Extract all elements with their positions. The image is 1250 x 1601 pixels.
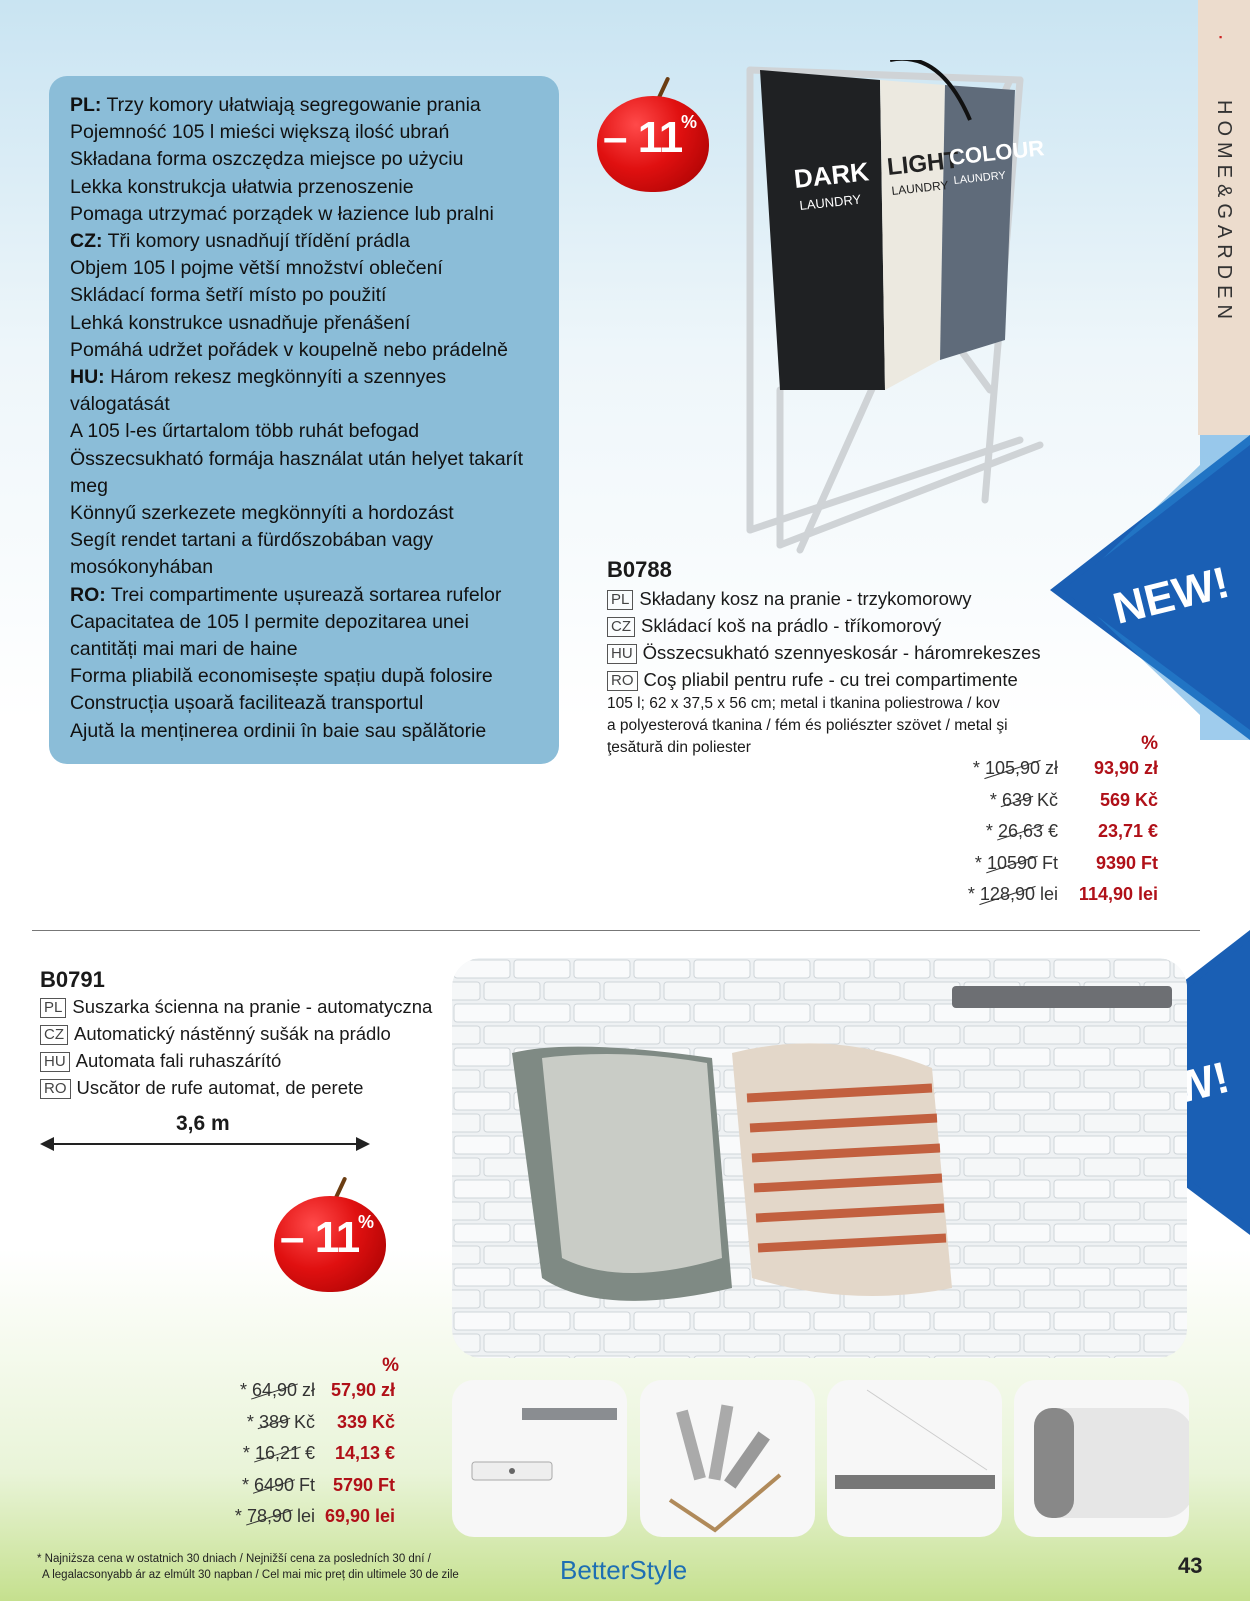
spec-line: 105 l; 62 x 37,5 x 56 cm; metal i tkanina poliestrowa / kov (607, 695, 1000, 712)
description-line (70, 255, 539, 282)
footnote-line: * Najniższa cena w ostatnich 30 dniach / Nejnižší cena za posledních 30 dní / (37, 1553, 431, 1565)
description-text: Pomáhá udržet pořádek v koupelně nebo prádelně (70, 338, 508, 361)
product-name-row (40, 1047, 432, 1074)
hamper-label-colour: COLOUR (947, 135, 1046, 170)
old-price: * 6490 Ft (241, 1474, 315, 1495)
product-names (607, 585, 1041, 693)
old-price: * 26,63 € (985, 821, 1058, 842)
old-price-unit: zł (1040, 758, 1058, 778)
product-names (40, 993, 432, 1101)
language-tag: RO (607, 671, 638, 691)
old-price-unit: Kč (1031, 789, 1058, 810)
description-text: Objem 105 l pojme větší množství oblečení (70, 257, 443, 280)
old-price-unit: lei (1034, 884, 1058, 905)
description-line (70, 718, 539, 745)
product-name-row (607, 639, 1041, 666)
description-line (70, 174, 539, 201)
language-tag: RO (40, 1079, 71, 1099)
description-text: Skládací forma šetří místo po použití (70, 284, 387, 307)
old-price-unit: € (299, 1443, 315, 1464)
old-price-unit: zł (297, 1380, 315, 1400)
language-tag: PL (607, 590, 633, 610)
discount-badge (597, 90, 709, 192)
old-price-value: 389 (258, 1411, 289, 1432)
description-line (70, 446, 539, 473)
hamper-label-colour-sub: LAUNDRY (953, 169, 1007, 187)
new-price: 9390 Ft (1095, 852, 1158, 873)
product-code: B0788 (607, 557, 672, 582)
section-divider (32, 930, 1200, 931)
product-name-row (607, 666, 1041, 693)
language-code: HU: (70, 366, 105, 389)
color-dots-icon: ▪ (1219, 32, 1223, 42)
new-badge (1050, 435, 1250, 740)
new-price: 339 Kč (336, 1411, 395, 1432)
description-line (70, 554, 539, 581)
description-text: Forma pliabilă economisește spațiu după folosire (70, 665, 493, 688)
product-name: Automatický nástěnný sušák na prádlo (74, 1023, 391, 1044)
product-name: Coş pliabil pentru rufe - cu trei compartimente (643, 669, 1018, 690)
language-code: RO: (70, 583, 106, 606)
old-price: * 78,90 lei (234, 1506, 315, 1527)
old-price: * 105,90 zł (972, 758, 1058, 778)
old-price-value: 10590 (986, 852, 1037, 873)
description-line (70, 473, 539, 500)
description-text: Három rekesz megkönnyíti a szennyes (104, 366, 447, 389)
description-line (70, 500, 539, 527)
brand-logo: BetterStyle (560, 1555, 688, 1585)
hamper-label-light-sub: LAUNDRY (890, 178, 950, 198)
description-text: cantități mai mari de haine (70, 638, 298, 661)
language-tag: CZ (607, 617, 635, 637)
product-name: Automata fali ruhaszárító (75, 1050, 282, 1071)
old-price-unit: Ft (294, 1474, 315, 1495)
description-text: Összecsukható formája használat után helyet takarít (70, 447, 524, 470)
product-name-row (607, 585, 1041, 612)
thumbnail-screws-dowels (640, 1380, 815, 1537)
discount-value: – 11 (280, 1213, 360, 1262)
product-specification (607, 693, 1008, 759)
discount-badge (274, 1190, 386, 1292)
description-line (70, 609, 539, 636)
new-price: 93,90 zł (1093, 758, 1158, 778)
product-name: Skládací koš na prádlo - tříkomorový (641, 615, 942, 636)
description-text: Pojemność 105 l mieści większą ilość ubrań (70, 121, 450, 144)
thumbnail-dryer-cassette (1014, 1380, 1189, 1537)
old-price-unit: lei (291, 1506, 315, 1527)
footnote-line: A legalacsonyabb ár az elmúlt 30 napban / Cel mai mic preț din ultimele 30 de zile (42, 1569, 459, 1581)
new-price: 569 Kč (1099, 789, 1158, 810)
description-line (70, 119, 539, 146)
spec-line: a polyesterová tkanina / fém és poliészter szövet / metal şi (607, 717, 1008, 734)
old-price: * 389 Kč (246, 1411, 315, 1432)
description-line (70, 201, 539, 228)
old-price: * 64,90 zł (239, 1380, 315, 1400)
product-name-row (40, 1074, 432, 1101)
discount-percent-header: % (1141, 733, 1158, 754)
description-text: Trzy komory ułatwiają segregowanie prania (101, 94, 481, 116)
new-price: 69,90 lei (324, 1506, 395, 1527)
description-line (70, 690, 539, 717)
new-badge-text: NEW! (1108, 557, 1235, 634)
price-table (205, 1355, 405, 1535)
category-side-tab (1198, 0, 1250, 435)
description-line (70, 337, 539, 364)
product-name: Suszarka ścienna na pranie - automatyczna (72, 996, 433, 1017)
language-tag: HU (607, 644, 637, 664)
old-price-value: 78,90 (246, 1506, 292, 1527)
product-name-row (40, 993, 432, 1020)
price-footnote (37, 1551, 459, 1583)
description-text: mosókonyhában (70, 556, 214, 579)
description-line (70, 310, 539, 337)
language-tag: CZ (40, 1025, 68, 1045)
language-tag: PL (40, 998, 66, 1018)
description-text: Trei compartimente ușurează sortarea rufelor (105, 583, 502, 606)
product-name-row (607, 612, 1041, 639)
page-number: 43 (1178, 1553, 1203, 1578)
new-price: 57,90 zł (330, 1380, 395, 1400)
old-price: * 128,90 lei (967, 884, 1058, 905)
description-line (70, 391, 539, 418)
new-price: 14,13 € (334, 1443, 395, 1464)
description-text: Składana forma oszczędza miejsce po użyciu (70, 148, 464, 171)
new-price: 23,71 € (1097, 821, 1158, 842)
old-price-value: 64,90 (251, 1380, 297, 1400)
discount-percent-sign: % (681, 112, 698, 132)
product-name: Uscător de rufe automat, de perete (76, 1077, 364, 1098)
old-price: * 16,21 € (242, 1443, 315, 1464)
double-arrow-icon (40, 1133, 370, 1155)
discount-percent-header: % (382, 1355, 399, 1376)
product-name: Összecsukható szennyeskosár - háromrekeszes (642, 642, 1041, 663)
new-price: 5790 Ft (332, 1474, 395, 1495)
description-line (70, 92, 539, 119)
description-text: Pomaga utrzymać porządek w łazience lub pralni (70, 202, 494, 225)
old-price-value: 16,21 (254, 1443, 300, 1464)
description-line (70, 364, 539, 391)
description-text: Capacitatea de 105 l permite depozitarea unei (70, 610, 469, 633)
product-code: B0791 (40, 967, 105, 992)
old-price-unit: Kč (288, 1411, 315, 1432)
old-price-unit: € (1042, 821, 1058, 842)
language-code: PL: (70, 94, 102, 116)
spec-line: ţesătură din poliester (607, 739, 751, 756)
new-price: 114,90 lei (1078, 884, 1158, 905)
thumbnail-mounting-bar (452, 1380, 627, 1537)
description-text: Tři komory usnadňují třídění prádla (102, 230, 410, 253)
description-line (70, 663, 539, 690)
discount-value: – 11 (603, 113, 683, 162)
description-line (70, 582, 539, 609)
description-line (70, 636, 539, 663)
price-table (950, 733, 1168, 913)
category-label: HOME&GARDEN (1213, 100, 1235, 325)
description-line (70, 146, 539, 173)
description-text: meg (70, 474, 108, 497)
description-text: Segít rendet tartani a fürdőszobában vagy (70, 529, 434, 552)
description-text: A 105 l-es űrtartalom több ruhát befogad (70, 420, 420, 443)
thumbnail-hook-rail (827, 1380, 1002, 1537)
hamper-label-dark-sub: LAUNDRY (798, 191, 862, 213)
description-line (70, 282, 539, 309)
old-price-value: 6490 (253, 1474, 294, 1495)
description-line (70, 228, 539, 255)
product-name: Składany kosz na pranie - trzykomorowy (639, 588, 972, 609)
hamper-label-light: LIGHT (885, 146, 961, 181)
description-text: válogatását (70, 393, 170, 416)
old-price-unit: Ft (1037, 852, 1058, 873)
product-description-box (49, 76, 559, 764)
discount-percent-sign: % (358, 1212, 375, 1232)
old-price: * 639 Kč (989, 789, 1058, 810)
length-label: 3,6 m (176, 1112, 230, 1135)
hamper-label-dark: DARK (792, 156, 871, 194)
old-price-value: 105,90 (984, 758, 1040, 778)
product-name-row (40, 1020, 432, 1047)
language-tag: HU (40, 1052, 70, 1072)
old-price: * 10590 Ft (974, 852, 1058, 873)
description-text: Construcția ușoară facilitează transportul (70, 692, 424, 715)
old-price-value: 639 (1001, 789, 1032, 810)
description-line (70, 418, 539, 445)
description-text: Ajută la menținerea ordinii în baie sau spălătorie (70, 719, 487, 742)
old-price-value: 26,63 (997, 821, 1043, 842)
laundry-hamper-image (740, 60, 1050, 565)
description-text: Lehká konstrukce usnadňuje přenášení (70, 311, 411, 334)
clothes-dryer-photo (452, 958, 1187, 1358)
old-price-value: 128,90 (979, 884, 1035, 905)
description-text: Lekka konstrukcja ułatwia przenoszenie (70, 175, 414, 198)
description-text: Könnyű szerkezete megkönnyíti a hordozást (70, 502, 454, 525)
description-line (70, 527, 539, 554)
language-code: CZ: (70, 230, 103, 253)
